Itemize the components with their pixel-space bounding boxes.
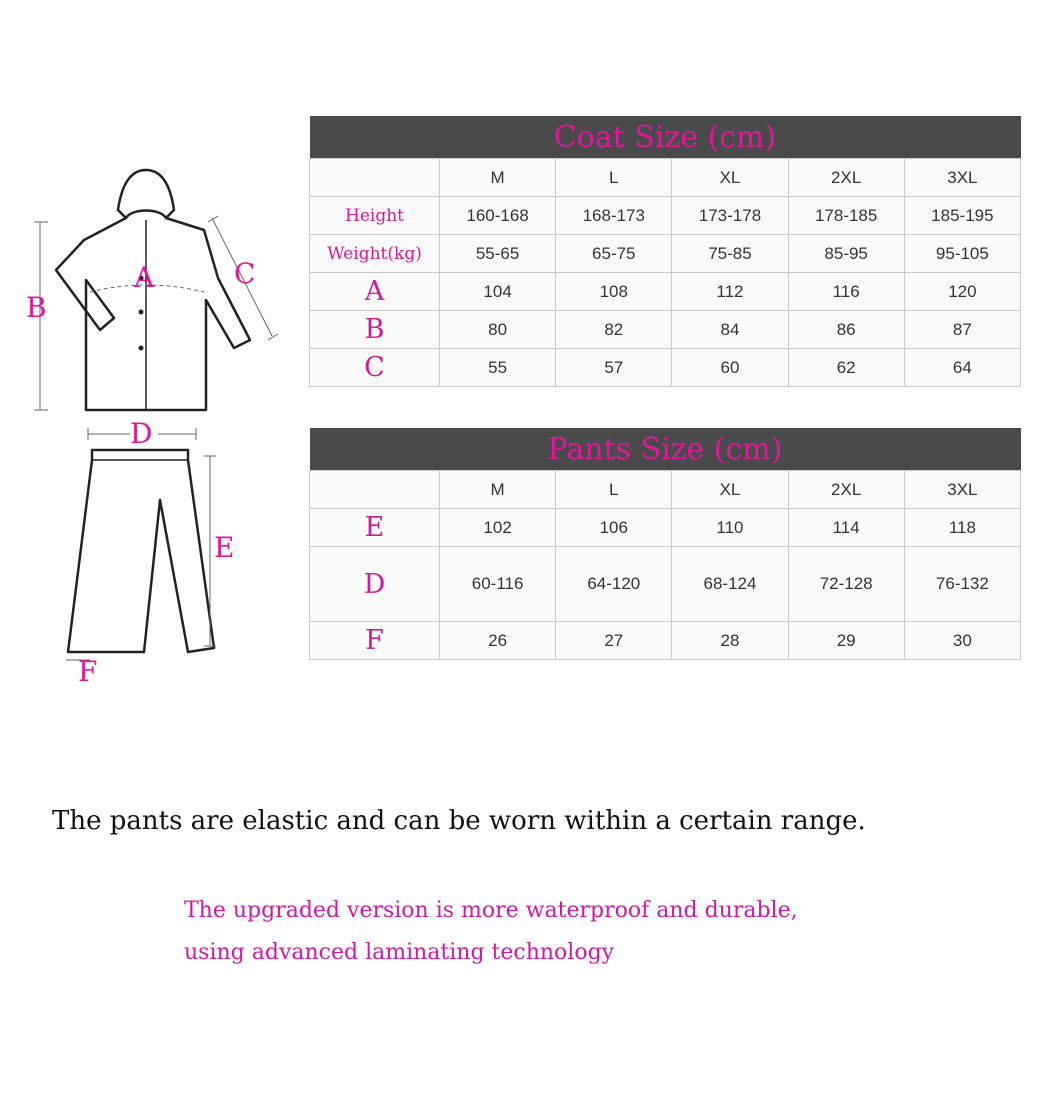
table-cell: 178-185	[788, 197, 904, 235]
table-cell: 108	[556, 273, 672, 311]
table-cell: 29	[788, 622, 904, 660]
table-cell: 106	[556, 509, 672, 547]
table-cell: 120	[904, 273, 1020, 311]
measure-label-e: E	[214, 531, 235, 564]
table-cell: 110	[672, 509, 788, 547]
table-row	[310, 311, 1021, 349]
pants-header-row	[310, 471, 1021, 509]
pants-table-title: Pants Size (cm)	[310, 428, 1021, 471]
corner-cell	[310, 159, 440, 197]
coat-header-row	[310, 159, 1021, 197]
column-header: 3XL	[904, 159, 1020, 197]
table-cell: 75-85	[672, 235, 788, 273]
table-cell: 30	[904, 622, 1020, 660]
table-cell: 28	[672, 622, 788, 660]
table-cell: 60-116	[440, 547, 556, 622]
table-cell: 65-75	[556, 235, 672, 273]
column-header: 2XL	[788, 159, 904, 197]
row-header: E	[310, 509, 440, 547]
table-cell: 116	[788, 273, 904, 311]
table-cell: 160-168	[440, 197, 556, 235]
table-cell: 55	[440, 349, 556, 387]
table-cell: 76-132	[904, 547, 1020, 622]
table-cell: 112	[672, 273, 788, 311]
elastic-note: The pants are elastic and can be worn within a certain range.	[52, 806, 866, 836]
upgrade-note	[184, 890, 1004, 974]
table-cell: 84	[672, 311, 788, 349]
pants-size-table	[309, 428, 1021, 660]
column-header: 2XL	[788, 471, 904, 509]
table-row	[310, 547, 1021, 622]
table-row	[310, 273, 1021, 311]
measure-label-b: B	[26, 291, 47, 324]
row-header: C	[310, 349, 440, 387]
measure-label-a: A	[134, 261, 155, 294]
column-header: 3XL	[904, 471, 1020, 509]
column-header: XL	[672, 471, 788, 509]
table-cell: 72-128	[788, 547, 904, 622]
table-row	[310, 235, 1021, 273]
corner-cell	[310, 471, 440, 509]
table-cell: 82	[556, 311, 672, 349]
table-cell: 27	[556, 622, 672, 660]
table-cell: 185-195	[904, 197, 1020, 235]
table-cell: 95-105	[904, 235, 1020, 273]
table-cell: 26	[440, 622, 556, 660]
column-header: M	[440, 159, 556, 197]
row-header: F	[310, 622, 440, 660]
measure-label-f: F	[78, 655, 98, 688]
measure-label-c: C	[234, 257, 256, 290]
table-cell: 102	[440, 509, 556, 547]
upgrade-note-line-1: The upgraded version is more waterproof and durable,	[184, 898, 798, 923]
table-cell: 68-124	[672, 547, 788, 622]
row-header: D	[310, 547, 440, 622]
table-row	[310, 622, 1021, 660]
table-cell: 87	[904, 311, 1020, 349]
table-cell: 173-178	[672, 197, 788, 235]
coat-size-table	[309, 116, 1021, 387]
table-cell: 57	[556, 349, 672, 387]
table-cell: 80	[440, 311, 556, 349]
table-row	[310, 509, 1021, 547]
column-header: M	[440, 471, 556, 509]
table-row	[310, 197, 1021, 235]
size-diagram	[20, 160, 310, 700]
table-cell: 64-120	[556, 547, 672, 622]
table-cell: 62	[788, 349, 904, 387]
coat-table-title: Coat Size (cm)	[310, 116, 1021, 159]
table-cell: 55-65	[440, 235, 556, 273]
table-cell: 104	[440, 273, 556, 311]
upgrade-note-line-2: using advanced laminating technology	[184, 940, 615, 965]
raincoat-illustration	[20, 160, 310, 700]
measure-label-d: D	[130, 417, 153, 450]
table-cell: 85-95	[788, 235, 904, 273]
column-header: XL	[672, 159, 788, 197]
table-row	[310, 349, 1021, 387]
table-cell: 60	[672, 349, 788, 387]
row-header: B	[310, 311, 440, 349]
row-header: Weight(kg)	[310, 235, 440, 273]
table-cell: 168-173	[556, 197, 672, 235]
column-header: L	[556, 471, 672, 509]
row-header: A	[310, 273, 440, 311]
table-cell: 118	[904, 509, 1020, 547]
column-header: L	[556, 159, 672, 197]
table-cell: 114	[788, 509, 904, 547]
row-header: Height	[310, 197, 440, 235]
table-cell: 86	[788, 311, 904, 349]
table-cell: 64	[904, 349, 1020, 387]
